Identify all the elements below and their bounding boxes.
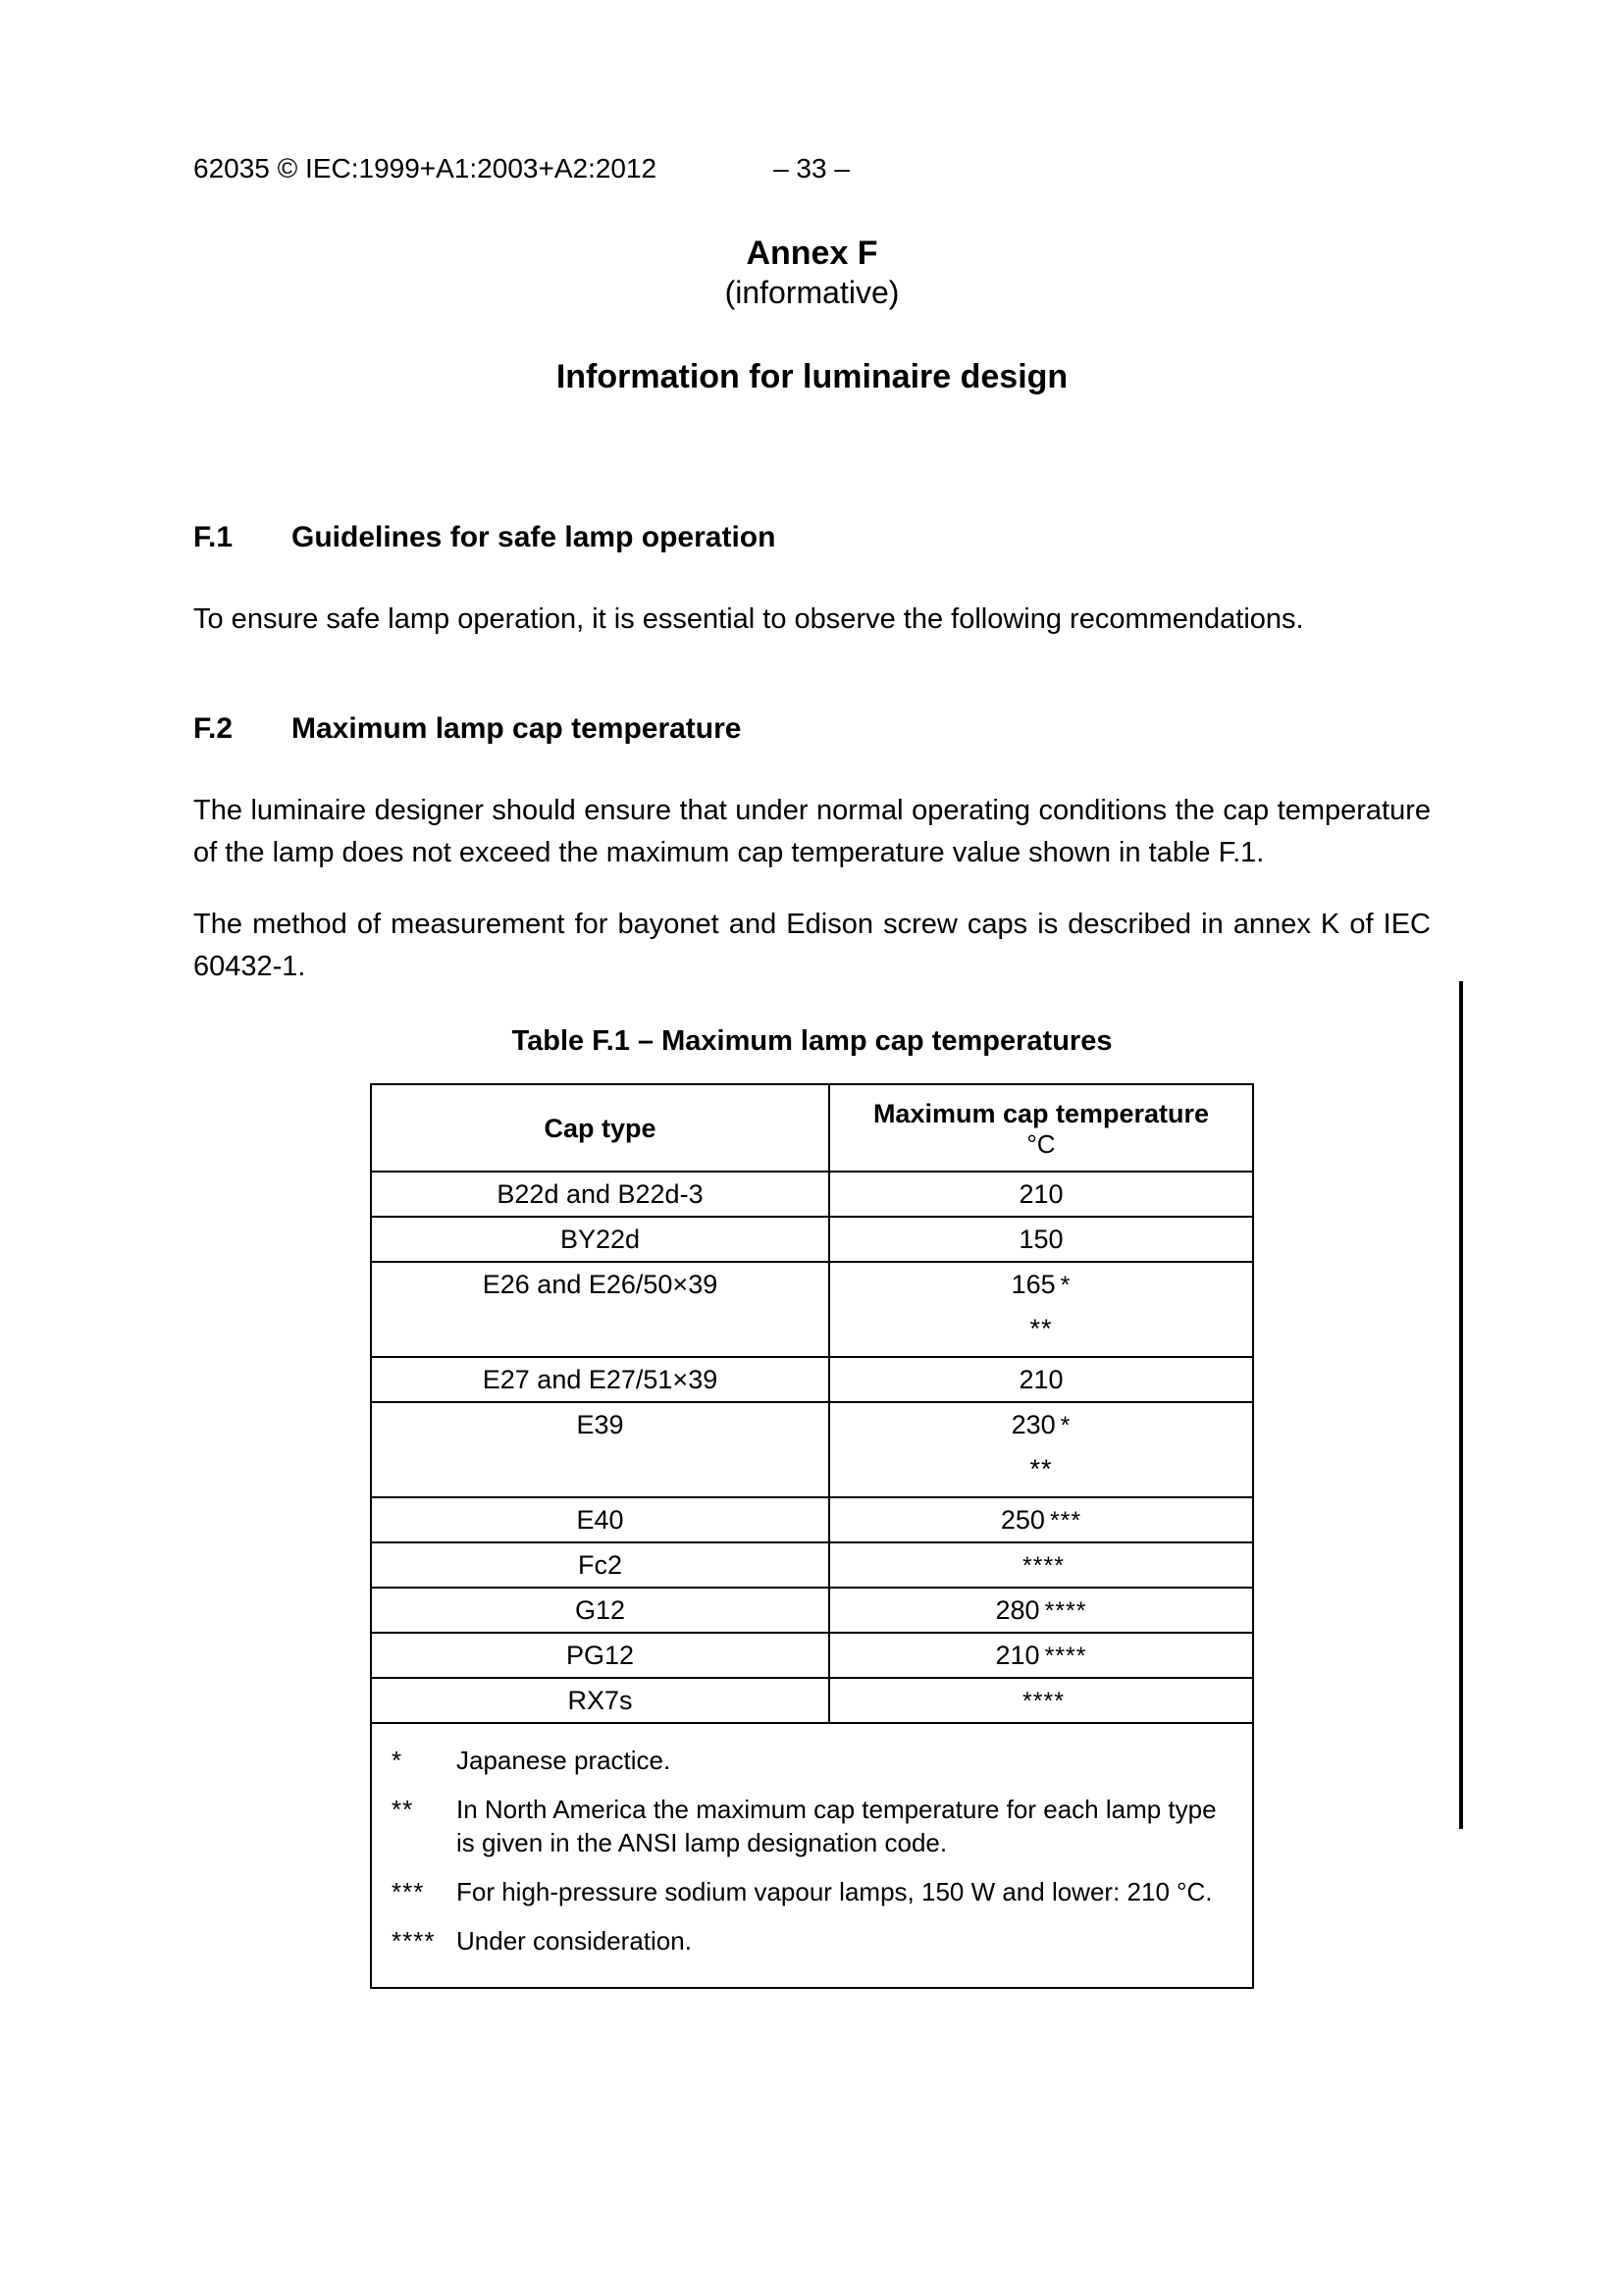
max-temp-cell [829, 1262, 1253, 1357]
cap-temperature-table [370, 1083, 1254, 1989]
footnote-item-marker: ** [392, 1795, 414, 1824]
footnote-item [392, 1744, 1223, 1777]
annex-title: Annex F [746, 235, 878, 272]
section-title-f2: Maximum lamp cap temperature [291, 712, 742, 745]
paragraph-f2-1: The luminaire designer should ensure that under normal operating conditions the cap temperature of the lamp does not exceed the maximum cap temperature value shown in table F.1. [193, 795, 1431, 868]
footnote-marker-secondary: ** [1029, 1314, 1053, 1343]
table-row [371, 1633, 1253, 1678]
footnote-item-marker: *** [392, 1877, 425, 1906]
max-temp-cell [829, 1678, 1253, 1723]
max-temp-value: 210 [1019, 1365, 1064, 1394]
footnote-item-text: For high-pressure sodium vapour lamps, 150 W and lower: 210 °C. [456, 1877, 1213, 1906]
cap-type-cell: B22d and B22d-3 [371, 1172, 829, 1217]
table-footnote-row [371, 1723, 1253, 1988]
table-caption: Table F.1 – Maximum lamp cap temperatures [511, 1025, 1113, 1057]
column-header-max-temp-label: Maximum cap temperature [872, 1099, 1210, 1128]
table-row [371, 1357, 1253, 1402]
table-body [371, 1172, 1253, 1723]
change-bar [1459, 981, 1463, 1829]
footnote-marker: * [1060, 1272, 1072, 1299]
column-header-max-temp [829, 1084, 1253, 1172]
max-temp-cell [829, 1402, 1253, 1497]
max-temp-value: 250 *** [1000, 1505, 1082, 1535]
max-temp-value [836, 1686, 1246, 1716]
max-temp-value: 165 * [1011, 1270, 1072, 1299]
section-number-f1: F.1 [193, 521, 234, 553]
max-temp-cell [829, 1588, 1253, 1633]
footnote-marker: **** [1022, 1688, 1065, 1715]
cap-type-cell: Fc2 [371, 1542, 829, 1588]
doc-reference: 62035 © IEC:1999+A1:2003+A2:2012 [193, 153, 657, 183]
max-temp-value [836, 1550, 1246, 1581]
page-header [0, 153, 1623, 186]
footnote-marker-secondary: ** [1029, 1454, 1053, 1484]
footnote-item-text: In North America the maximum cap temperature for each lamp type is given in the ANSI lamp designation code. [456, 1795, 1217, 1857]
section-heading-f2 [193, 711, 1431, 747]
footnote-item [392, 1793, 1223, 1859]
table-row [371, 1172, 1253, 1217]
document-heading: Information for luminaire design [555, 358, 1069, 395]
max-temp-value: 210 [1019, 1179, 1064, 1209]
max-temp-value: 150 [1019, 1225, 1064, 1254]
footnote-item-text: Under consideration. [456, 1926, 692, 1956]
column-header-unit: °C [1026, 1129, 1056, 1159]
table-row [371, 1542, 1253, 1588]
max-temp-cell [829, 1542, 1253, 1588]
cap-type-cell: G12 [371, 1588, 829, 1633]
section-heading-f1 [193, 520, 1431, 555]
section-number-f2: F.2 [193, 712, 234, 745]
paragraph-f1: To ensure safe lamp operation, it is essential to observe the following recommendations. [193, 603, 1304, 635]
max-temp-cell [829, 1357, 1253, 1402]
table-row [371, 1497, 1253, 1542]
footnote-marker: **** [1022, 1552, 1065, 1580]
footnote-item-marker: * [392, 1746, 403, 1775]
max-temp-cell [829, 1497, 1253, 1542]
footnote-marker: * [1060, 1412, 1072, 1439]
footnote-item [392, 1924, 1223, 1957]
footnote-item-text: Japanese practice. [456, 1746, 671, 1775]
footnote-list [392, 1744, 1223, 1957]
cap-type-cell: PG12 [371, 1633, 829, 1678]
max-temp-value: 280 **** [995, 1595, 1087, 1625]
footnote-item [392, 1875, 1223, 1908]
cap-type-cell: E26 and E26/50×39 [371, 1262, 829, 1357]
section-title-f1: Guidelines for safe lamp operation [291, 521, 776, 553]
cap-type-cell: BY22d [371, 1217, 829, 1262]
max-temp-value: 230 * [1011, 1410, 1072, 1439]
page-number: – 33 – [773, 153, 850, 183]
max-temp-cell [829, 1172, 1253, 1217]
annex-subtitle: (informative) [724, 275, 900, 310]
cap-type-cell: E40 [371, 1497, 829, 1542]
table-row [371, 1678, 1253, 1723]
footnote-cell [371, 1723, 1253, 1988]
column-header-cap-type: Cap type [371, 1084, 829, 1172]
cap-type-cell: E27 and E27/51×39 [371, 1357, 829, 1402]
paragraph-f2-2: The method of measurement for bayonet and Edison screw caps is described in annex K of IEC 60432-1. [193, 909, 1431, 982]
table-row [371, 1262, 1253, 1357]
max-temp-value: 210 **** [995, 1641, 1087, 1670]
cap-type-cell: E39 [371, 1402, 829, 1497]
table-row [371, 1588, 1253, 1633]
cap-type-cell: RX7s [371, 1678, 829, 1723]
max-temp-cell [829, 1217, 1253, 1262]
max-temp-cell [829, 1633, 1253, 1678]
footnote-marker: **** [1044, 1597, 1087, 1625]
footnote-marker: **** [1044, 1643, 1087, 1670]
footnote-marker: *** [1049, 1507, 1082, 1535]
table-row [371, 1217, 1253, 1262]
table-row [371, 1402, 1253, 1497]
table-header-row [371, 1084, 1253, 1172]
footnote-item-marker: **** [392, 1926, 436, 1956]
